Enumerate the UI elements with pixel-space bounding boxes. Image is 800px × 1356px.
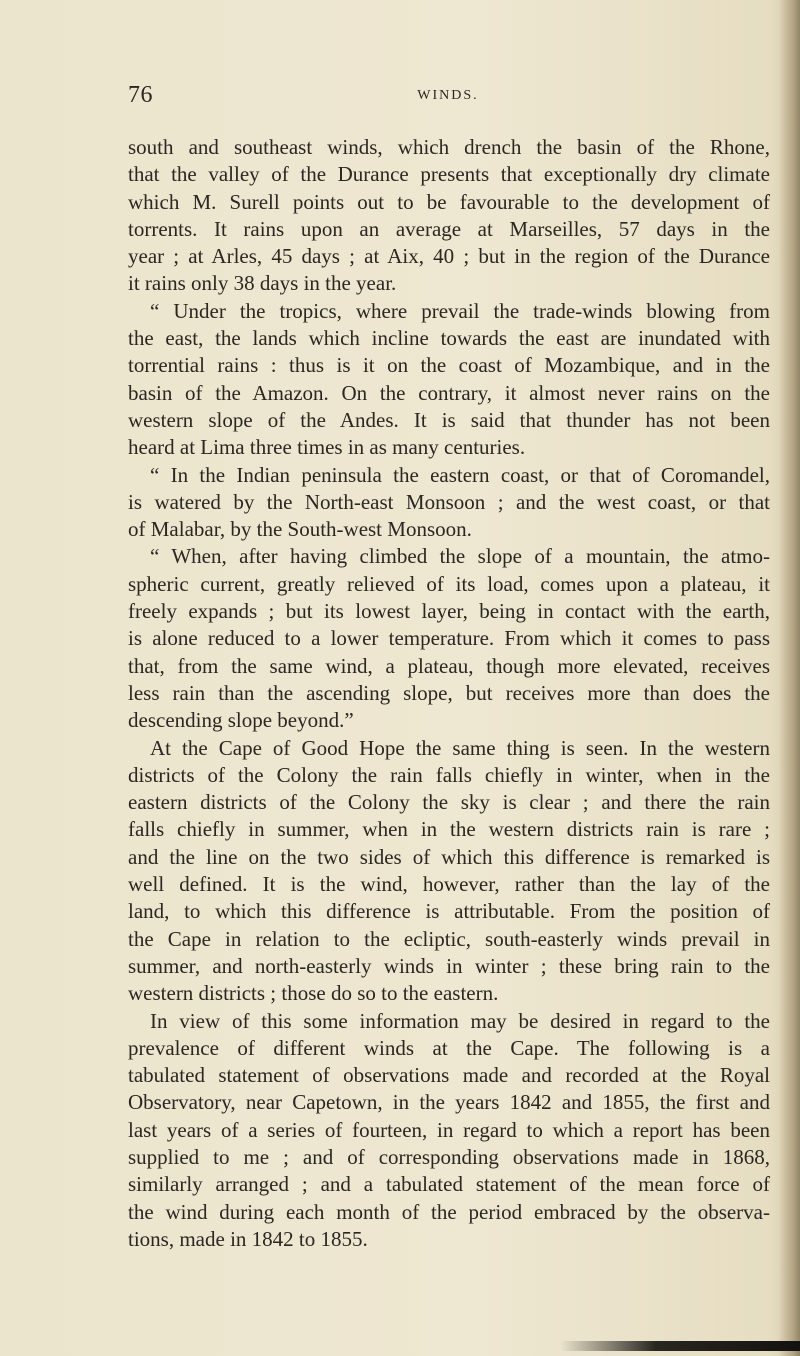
text-line: districts of the Colony the rain falls chiefly in winter, when in the: [128, 762, 770, 787]
text-line: In view of this some information may be desired in regard to the: [150, 1008, 770, 1033]
text-line: torrential rains : thus is it on the coast of Mozambique, and in the: [128, 353, 770, 378]
text-line: “ Under the tropics, where prevail the trade-winds blowing from: [150, 298, 770, 323]
text-line: that, from the same wind, a plateau, though more elevated, receives: [128, 653, 770, 678]
text-line: basin of the Amazon. On the contrary, it almost never rains on the: [128, 380, 770, 405]
text-line: is watered by the North-east Monsoon ; and the west coast, or that: [128, 489, 770, 514]
text-line: well defined. It is the wind, however, rather than the lay of the: [128, 872, 770, 897]
text-line: land, to which this difference is attributable. From the position of: [128, 899, 770, 924]
text-line: spheric current, greatly relieved of its load, comes upon a plateau, it: [128, 571, 770, 596]
page-header: [128, 82, 768, 118]
text-line: the Cape in relation to the ecliptic, south-easterly winds prevail in: [128, 926, 770, 951]
text-line: last years of a series of fourteen, in regard to which a report has been: [128, 1117, 770, 1142]
text-line: western slope of the Andes. It is said that thunder has not been: [128, 407, 770, 432]
page-edge-shadow: [778, 0, 800, 1356]
text-line: south and southeast winds, which drench the basin of the Rhone,: [128, 135, 770, 159]
running-head: WINDS.: [417, 88, 479, 103]
text-line: the east, the lands which incline towards the east are inundated with: [128, 326, 770, 351]
text-line: torrents. It rains upon an average at Marseilles, 57 days in the: [128, 216, 770, 241]
text-line: summer, and north-easterly winds in winter ; these bring rain to the: [128, 953, 770, 978]
text-line: year ; at Arles, 45 days ; at Aix, 40 ; but in the region of the Durance: [128, 244, 770, 269]
text-line: less rain than the ascending slope, but receives more than does the: [128, 680, 770, 705]
text-line: tabulated statement of observations made and recorded at the Royal: [128, 1063, 770, 1088]
text-line: “ When, after having climbed the slope of a mountain, the atmo-: [150, 544, 770, 569]
text-line: At the Cape of Good Hope the same thing is seen. In the western: [150, 735, 770, 760]
text-line: similarly arranged ; and a tabulated statement of the mean force of: [128, 1172, 770, 1197]
text-line: of Malabar, by the South-west Monsoon.: [128, 517, 472, 542]
bottom-edge-mark: [560, 1341, 800, 1351]
text-line: eastern districts of the Colony the sky is clear ; and there the rain: [128, 790, 770, 815]
text-line: freely expands ; but its lowest layer, being in contact with the earth,: [128, 599, 770, 624]
text-line: descending slope beyond.”: [128, 708, 354, 733]
text-line: prevalence of different winds at the Cape. The following is a: [128, 1035, 770, 1060]
text-line: Observatory, near Capetown, in the years 1842 and 1855, the first and: [128, 1090, 770, 1115]
text-line: “ In the Indian peninsula the eastern coast, or that of Coromandel,: [150, 462, 770, 487]
text-line: and the line on the two sides of which this difference is remarked is: [128, 844, 770, 869]
text-line: western districts ; those do so to the eastern.: [128, 981, 499, 1006]
text-line: it rains only 38 days in the year.: [128, 271, 397, 296]
text-line: the wind during each month of the period embraced by the observa-: [128, 1199, 770, 1224]
text-line: heard at Lima three times in as many centuries.: [128, 435, 526, 460]
text-line: is alone reduced to a lower temperature. From which it comes to pass: [128, 626, 770, 651]
body-text: [128, 134, 770, 1253]
text-line: tions, made in 1842 to 1855.: [128, 1226, 368, 1251]
text-line: supplied to me ; and of corresponding observations made in 1868,: [128, 1144, 770, 1169]
text-line: which M. Surell points out to be favourable to the development of: [128, 189, 770, 214]
text-line: falls chiefly in summer, when in the western districts rain is rare ;: [128, 817, 770, 842]
text-line: that the valley of the Durance presents that exceptionally dry climate: [128, 162, 770, 187]
page-number: 76: [128, 82, 153, 108]
